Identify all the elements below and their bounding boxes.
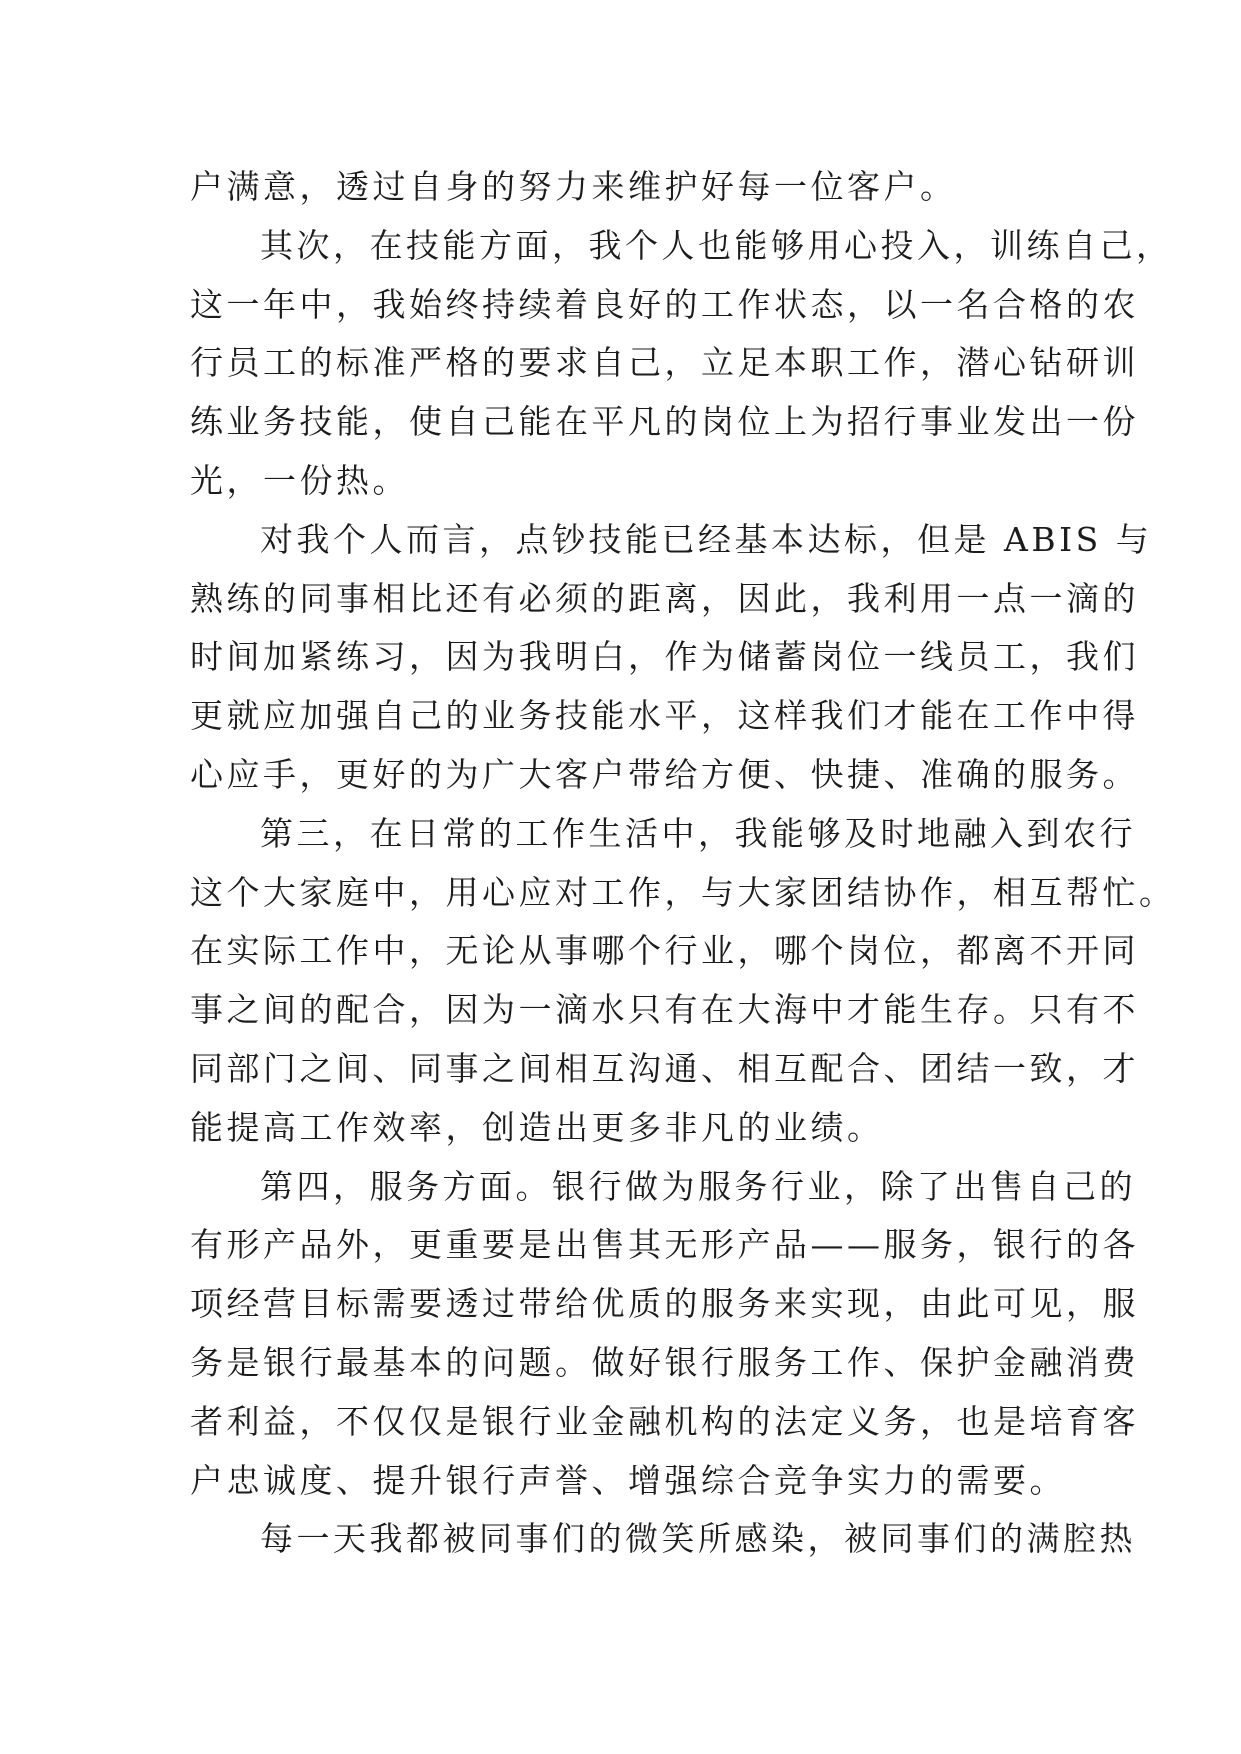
text-line: 户忠诚度、提升银行声誉、增强综合竞争实力的需要。 [190,1460,1066,1500]
text-line: 者利益，不仅仅是银行业金融机构的法定义务，也是培育客 [190,1401,1139,1441]
text-line: 心应手，更好的为广大客户带给方便、快捷、准确的服务。 [190,754,1139,794]
text-line: 同部门之间、同事之间相互沟通、相互配合、团结一致，才 [190,1048,1139,1088]
text-line: 能提高工作效率，创造出更多非凡的业绩。 [190,1107,884,1147]
text-line: 行员工的标准严格的要求自己，立足本职工作，潜心钻研训 [190,343,1139,383]
text-line: 熟练的同事相比还有必须的距离，因此，我利用一点一滴的 [190,578,1139,618]
text-line: 事之间的配合，因为一滴水只有在大海中才能生存。只有不 [190,990,1139,1030]
text-line: 这一年中，我始终持续着良好的工作状态，以一名合格的农 [190,284,1139,324]
text-line: 户满意，透过自身的努力来维护好每一位客户。 [190,167,957,206]
text-line: 有形产品外，更重要是出售其无形产品——服务，银行的各 [190,1225,1139,1265]
text-line: 对我个人而言，点钞技能已经基本达标，但是 ABIS 与 [260,519,1153,559]
text-line: 第三，在日常的工作生活中，我能够及时地融入到农行 [260,813,1136,853]
text-line: 每一天我都被同事们的微笑所感染，被同事们的满腔热 [260,1519,1136,1559]
text-line: 这个大家庭中，用心应对工作，与大家团结协作，相互帮忙。 [190,872,1176,912]
text-line: 务是银行最基本的问题。做好银行服务工作、保护金融消费 [190,1342,1139,1382]
text-line: 在实际工作中，无论从事哪个行业，哪个岗位，都离不开同 [190,931,1139,971]
text-line: 更就应加强自己的业务技能水平，这样我们才能在工作中得 [190,696,1139,736]
text-line: 时间加紧练习，因为我明白，作为储蓄岗位一线员工，我们 [190,637,1139,677]
text-line: 其次，在技能方面，我个人也能够用心投入，训练自己， [260,225,1173,265]
body-text [190,158,1176,1569]
text-line: 第四，服务方面。银行做为服务行业，除了出售自己的 [260,1166,1136,1206]
text-line: 练业务技能，使自己能在平凡的岗位上为招行事业发出一份 [190,402,1139,442]
text-line: 光，一份热。 [190,460,409,500]
text-line: 项经营目标需要透过带给优质的服务来实现，由此可见，服 [190,1284,1139,1324]
